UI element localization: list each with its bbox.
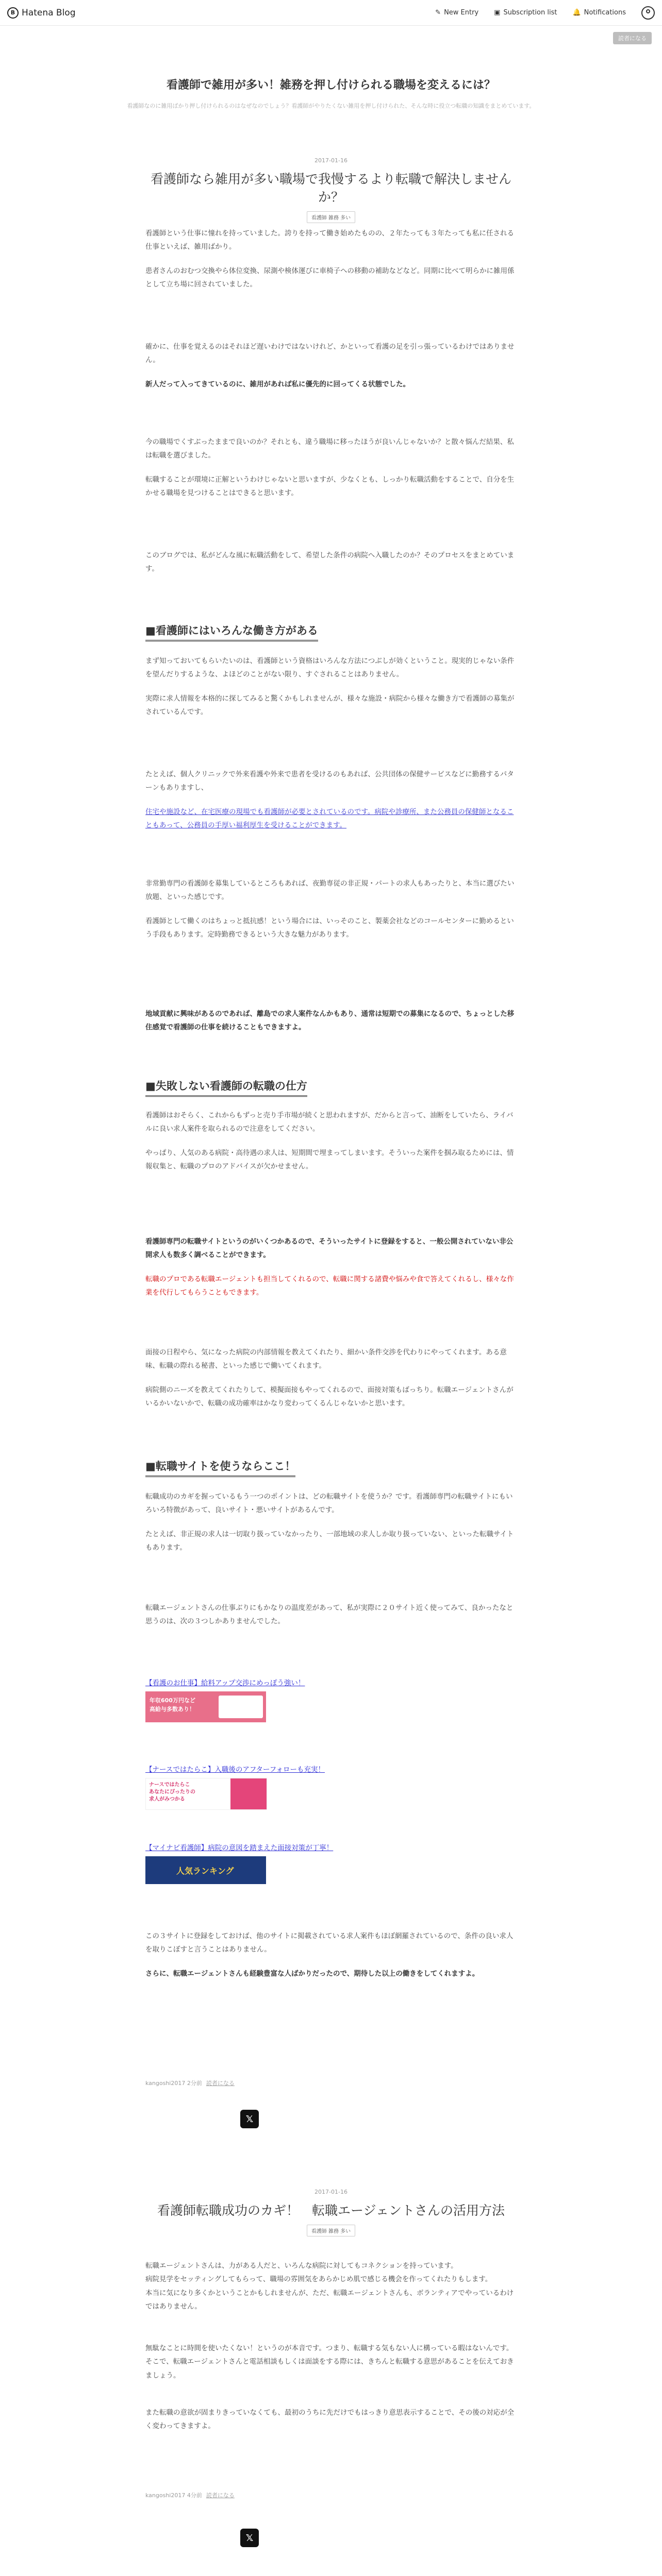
affiliate-link-mynavi[interactable]: 【マイナビ看護師】病院の意図を踏まえた面接対策が丁寧！: [145, 1844, 334, 1852]
brand-name: Hatena Blog: [22, 7, 76, 18]
paragraph: やっぱり、人気のある病院・高待遇の求人は、短期間で埋まってしまいます。そういった案件を掴み取るためには、情報収集と、転職のプロのアドバイスが欠かせません。: [145, 1148, 514, 1171]
notifications-link[interactable]: [572, 9, 626, 16]
subscribe-link[interactable]: 読者になる: [206, 2492, 235, 2499]
blog-title[interactable]: 看護師で雑用が多い！雑務を押し付けられる職場を変えるには？: [166, 79, 495, 92]
paragraph-bold: 地域貢献に興味があるのであれば、離島での求人案件なんかもあり、通常は短期での募集になるので、ちょっとした移住感覚で看護師の仕事を続けることもできますよ。: [145, 1010, 515, 1032]
entry-author-time[interactable]: kangoshi2017 2分前: [145, 2080, 202, 2087]
paragraph: 今の職場でくすぶったままで良いのか？それとも、違う職場に移ったほうが良いんじゃないか？と散々悩んだ結果、私は転職を選びました。: [145, 438, 514, 460]
subscription-icon: ▣: [494, 9, 501, 16]
entry-footer: [145, 2491, 517, 2499]
entry-title[interactable]: 看護師なら雑用が多い職場で我慢するより転職で解決しませんか？: [150, 172, 511, 205]
paragraph-bold: さらに、転職エージェントさんも経験豊富な人ばかりだったので、期待した以上の働きをしてくれますよ。: [145, 1969, 479, 1978]
entry-date[interactable]: 2017-01-16: [315, 2189, 347, 2195]
ad-banner-mynavi[interactable]: [145, 1856, 266, 1884]
subscription-list-link[interactable]: [494, 9, 557, 16]
subscribe-link[interactable]: 読者になる: [206, 2080, 235, 2087]
x-share-button[interactable]: [240, 2529, 259, 2547]
paragraph: 転職することが環境に正解というわけじゃないと思いますが、少なくとも、しっかり転職活動をすることで、自分を生かせる職場を見つけることはできると思います。: [145, 475, 515, 497]
paragraph: 看護師という仕事に憧れを持っていました。誇りを持って働き始めたものの、２年たっても３年たっても私に任される仕事といえば、雑用ばかり。: [145, 229, 514, 251]
paragraph-red: 転職のプロである転職エージェントも担当してくれるので、転職に関する諸費や悩みや食で答えてくれるし、様々な作業を代行してもらうこともできます。: [145, 1275, 514, 1297]
article-1-body: [145, 227, 517, 291]
x-share-button[interactable]: [240, 2110, 259, 2128]
subscription-label: Subscription list: [503, 9, 557, 16]
category-badge[interactable]: 看護師 雑務 多い: [307, 211, 355, 223]
entry-author-time[interactable]: kangoshi2017 4分前: [145, 2492, 202, 2499]
ad-banner-text: ナースではたらこ あなたにぴったりの 求人がみつかる: [149, 1782, 195, 1802]
paragraph: 患者さんのおむつ交換やら体位変換、尿測や検体運びに車椅子への移動の補助などなど。同期に比べて明らかに雑用係として立ち場に回されていました。: [145, 266, 515, 289]
paragraph: 本当に気になり多くかということかもしれませんが、ただ、転職エージェントさんも、ボランティアでやっているわけではありません。: [145, 2289, 514, 2311]
x-logo-icon: 𝕏: [245, 2532, 254, 2544]
paragraph: 確かに、仕事を覚えるのはそれほど遅いわけではないけれど、かといって看護の足を引っ張っているわけではありません。: [145, 343, 515, 365]
ad-banner-text: 人気ランキング: [176, 1866, 234, 1876]
section-heading: ■転職サイトを使うならここ！: [145, 1458, 295, 1477]
paragraph: この３サイトに登録をしておけば、他のサイトに掲載されている求人案件もほぼ網羅されているので、条件の良い求人を取りこぼすと言うことはありません。: [145, 1932, 514, 1954]
ad-banner-nurse-de-hatarako[interactable]: [145, 1778, 267, 1810]
blog-description: 看護師なのに雑用ばかり押し付けられるのはなぜなのでしょう？看護師がやりたくない雑用を押し付けられた、そんな時に役立つ転職の知識をまとめています。: [127, 103, 535, 109]
paragraph: 病院見学をセッティングしてもらって、職場の雰囲気をあらかじめ肌で感じる機会を作ってくれたりもします。: [145, 2275, 492, 2284]
affiliate-link-nurse-de-hatarako[interactable]: 【ナースではたらこ】入職後のアフターフォローも充実！: [145, 1766, 325, 1774]
affiliate-link-kango-no-oshigoto[interactable]: 【看護のお仕事】給料アップ交渉にめっぽう強い！: [145, 1679, 305, 1687]
article-1: [145, 157, 517, 223]
entry-date[interactable]: 2017-01-16: [315, 157, 347, 164]
pencil-icon: ✎: [435, 9, 441, 16]
paragraph: たとえば、個人クリニックで外来看護や外来で患者を受けるのもあれば、公共団体の保健サービスなどに勤務するパターンもありますし、: [145, 770, 514, 792]
article-2: [145, 2189, 517, 2236]
entry-title[interactable]: 看護師転職成功のカギ！ 転職エージェントさんの活用方法: [157, 2203, 505, 2218]
paragraph: 看護師として働くのはちょっと抵抗感！という場合には、いっそのこと、製薬会社などのコールセンターに勤めるという手段もあります。定時勤務できるという大きな魅力があります。: [145, 917, 514, 939]
paragraph: 看護師はおそらく、これからもずっと売り手市場が続くと思われますが、だからと言って、油断をしていたら、ライバルに良い求人案件を取られるので注意をしてください。: [145, 1111, 514, 1133]
paragraph: また転職の意欲が固まりきっていなくても、最初のうちに先だけでもはっきり意思表示することで、その後の対応が全く変わってきますよ。: [145, 2409, 515, 2431]
paragraph-bold: 看護師専門の転職サイトというのがいくつかあるので、そういったサイトに登録をすると、一般公開されていない非公開求人も数多く調べることができます。: [145, 1238, 514, 1260]
paragraph: このブログでは、私がどんな風に転職活動をして、希望した条件の病院へ入職したのか？そのプロセスをまとめています。: [145, 551, 515, 573]
notifications-label: Notifications: [584, 9, 626, 16]
paragraph: たとえば、非正規の求人は一切取り扱っていなかったり、一部地域の求人しか取り扱っていない、といった転職サイトもあります。: [145, 1530, 514, 1552]
section-heading: ■看護師にはいろんな働き方がある: [145, 622, 318, 641]
bell-icon: 🔔: [572, 9, 581, 16]
subscribe-reader-button[interactable]: 読者になる: [613, 32, 652, 44]
ad-banner-pink-block: [230, 1778, 267, 1809]
paragraph: 病院側のニーズを教えてくれたりして、模擬面接もやってくれるので、面接対策もばっちり。転職エージェントさんがいるかいないかで、転職の成功確率はかなり変わってくるんじゃないかと思います。: [145, 1385, 514, 1408]
paragraph: 非常勤専門の看護師を募集しているところもあれば、夜勤専従の非正規・パートの求人もあったりと、本当に選びたい放題、といった感じです。: [145, 879, 515, 902]
ad-banner-kango-no-oshigoto[interactable]: [145, 1691, 266, 1722]
blog-header: [0, 76, 662, 110]
user-account-icon[interactable]: [641, 6, 655, 20]
paragraph: そこで、転職エージェントさんと電話相談もしくは面談をする際には、きちんと転職する意思があることを伝えておきましょう。: [145, 2358, 514, 2380]
x-logo-icon: 𝕏: [245, 2113, 254, 2125]
hatena-logo-icon: B: [7, 7, 19, 19]
hatena-blog-logo[interactable]: [7, 7, 76, 19]
top-navigation-bar: [0, 0, 662, 26]
paragraph-underlined[interactable]: 住宅や施設など、在宅医療の現場でも看護師が必要とされているのです。病院や診療所、また公務員の保健師となることもあって、公務員の手厚い福利厚生を受けることができます。: [145, 807, 514, 829]
section-heading: ■失敗しない看護師の転職の仕方: [145, 1078, 307, 1097]
paragraph: 転職成功のカギを握っているもう一つのポイントは、どの転職サイトを使うか？です。看護師専門の転職サイトにもいろいろ特徴があって、良いサイト・悪いサイトがあるんです。: [145, 1493, 513, 1515]
paragraph: まず知っておいてもらいたいのは、看護師という資格はいろんな方法につぶしが効くということ。現実的じゃない条件を望んだりするような、よほどのことがない限り、すぐされることはありません。: [145, 657, 515, 679]
ad-banner-text: 年収600万円など 高給与多数あり！: [150, 1697, 195, 1713]
new-entry-label: New Entry: [444, 9, 479, 16]
category-badge[interactable]: 看護師 雑務 多い: [307, 2225, 355, 2236]
paragraph: 転職エージェントさんの仕事ぶりにもかなりの温度差があって、私が実際に２０サイト近く使ってみて、良かったなと思うのは、次の３つしかありませんでした。: [145, 1604, 514, 1626]
entry-footer: [145, 2079, 517, 2087]
paragraph-bold: 新人だって入ってきているのに、雑用があれば私に優先的に回ってくる状態でした。: [145, 380, 410, 388]
paragraph: 無駄なことに時間を使いたくない！というのが本音です。つまり、転職する気もない人に構っている暇はないんです。: [145, 2344, 514, 2352]
paragraph: 面接の日程やら、気になった病院の内部情報を教えてくれたり、細かい条件交渉を代わりにやってくれます。ある意味、転職の際れる秘書、といった感じで働いてくれます。: [145, 1348, 507, 1370]
paragraph: 転職エージェントさんは、力がある人だと、いろんな病院に対してもコネクションを持っています。: [145, 2262, 458, 2270]
paragraph: 実際に求人情報を本格的に探してみると驚くかもしれませんが、様々な施設・病院から様々な働き方で看護師の募集がされているんです。: [145, 694, 515, 716]
ad-banner-logo-block: [219, 1696, 263, 1718]
new-entry-link[interactable]: [435, 9, 478, 16]
